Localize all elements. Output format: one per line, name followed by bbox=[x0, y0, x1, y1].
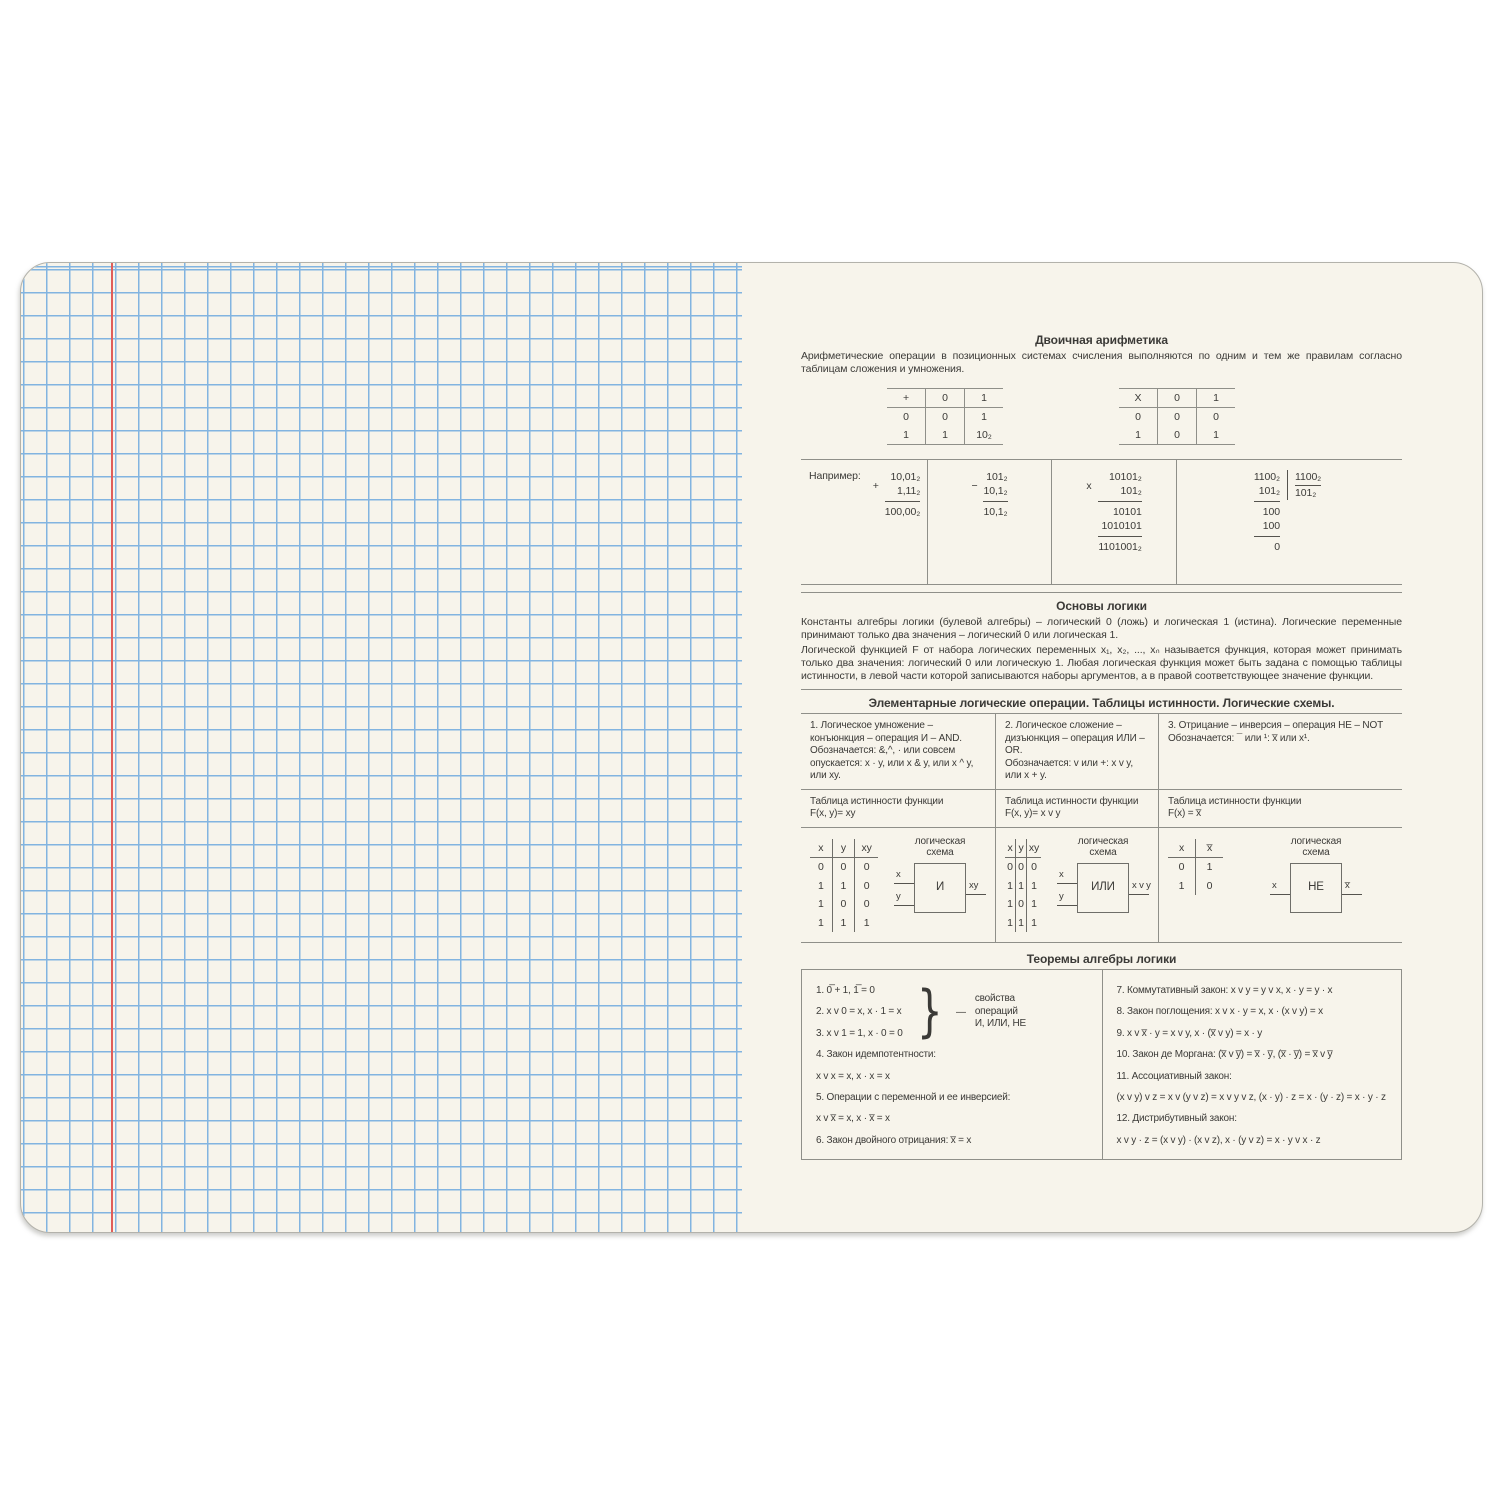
cell: 0 bbox=[832, 895, 855, 914]
text-line: Обозначается: ¯ или ¹: x̅ или x¹. bbox=[1168, 732, 1310, 744]
text-line: операций bbox=[974, 1005, 1018, 1017]
cell: 1 bbox=[1196, 858, 1224, 877]
text-line: схема bbox=[1089, 846, 1117, 858]
not-truth-and-scheme bbox=[1158, 827, 1402, 943]
theorem-line: (x v y) v z = x v (y v z) = x v y v z, (x · y) · z = x · (y · z) = x · y · z bbox=[1116, 1092, 1386, 1104]
brace-group bbox=[816, 980, 1092, 1044]
logic-basics-paragraph-2: Логической функцией F от набора логических переменных x₁, x₂, ..., xₙ называется функция, которая может принимать только два значения: логический 0 или логическую 1. Любая логическая функция может быть задана с помощью таблицы истинности, в левой части которой записываются наборы аргументов, а в правой соответствующее значение функции. bbox=[801, 644, 1402, 682]
theorem-line: x v x = x, x · x = x bbox=[816, 1070, 890, 1082]
cell: 1 bbox=[1007, 879, 1013, 892]
or-gate bbox=[1057, 863, 1149, 913]
and-description bbox=[801, 714, 995, 789]
cell: xy bbox=[855, 839, 878, 858]
cell: 0 bbox=[1016, 858, 1027, 877]
times-operator: x bbox=[1086, 480, 1092, 492]
text-line: F(x, y)= x v y bbox=[1005, 808, 1061, 819]
text-line: F(x) = x̅ bbox=[1168, 808, 1201, 819]
quotient: 101₂ bbox=[1295, 487, 1317, 499]
cell: 1 bbox=[832, 914, 855, 933]
examples-label: Например: bbox=[809, 470, 861, 482]
input-wire: x bbox=[894, 870, 914, 884]
cell: 0 bbox=[832, 858, 855, 877]
example-subtraction bbox=[928, 460, 1052, 584]
operand: 10101₂ bbox=[1109, 471, 1142, 483]
remainder-line bbox=[1254, 536, 1280, 537]
and-gate-box: И bbox=[914, 863, 966, 913]
gate-inputs bbox=[1270, 881, 1290, 895]
result: 10,1₂ bbox=[983, 506, 1008, 518]
theorems-title: Теоремы алгебры логики bbox=[1026, 952, 1177, 966]
not-truth-table bbox=[1168, 839, 1223, 896]
cell: 0 bbox=[1197, 408, 1236, 427]
operations-table bbox=[801, 713, 1402, 943]
operations-title: Элементарные логические операции. Таблицы истинности. Логические схемы. bbox=[868, 696, 1335, 710]
cell: 0 bbox=[817, 861, 824, 873]
text-line: 1. Логическое умножение – конъюнкция – операция И – AND. bbox=[810, 720, 962, 744]
binary-addition-table bbox=[887, 388, 1003, 445]
input-wire: x bbox=[1057, 870, 1077, 884]
remainder: 0 bbox=[1274, 541, 1280, 553]
step-line bbox=[1254, 501, 1280, 502]
cell: + bbox=[887, 389, 926, 408]
divisor-column bbox=[1287, 470, 1325, 500]
binary-tables-row bbox=[801, 388, 1402, 445]
text-line: И, ИЛИ, НЕ bbox=[974, 1018, 1026, 1030]
scheme-label bbox=[915, 836, 966, 858]
binary-examples-row bbox=[801, 459, 1402, 585]
cell: x bbox=[810, 839, 832, 858]
cell: 0 bbox=[1158, 426, 1197, 445]
diff-line bbox=[983, 501, 1007, 502]
cell: 0 bbox=[1007, 861, 1013, 873]
input-wire: y bbox=[894, 892, 914, 906]
theorem-line: 4. Закон идемпотентности: bbox=[816, 1049, 936, 1061]
minus-operator: − bbox=[971, 480, 978, 492]
not-gate bbox=[1270, 863, 1362, 913]
notebook-spread bbox=[20, 262, 1483, 1233]
theorem-line: 3. x v 1 = 1, x · 0 = 0 bbox=[816, 1027, 903, 1039]
reference-page bbox=[801, 327, 1402, 1160]
cell: x bbox=[1005, 839, 1016, 858]
logic-basics-title: Основы логики bbox=[1056, 599, 1147, 613]
text-line: Обозначается: v или +: x v y, или x + y. bbox=[1005, 757, 1134, 781]
and-logic-scheme bbox=[894, 836, 986, 913]
cell: 1 bbox=[817, 916, 824, 929]
not-truth-label bbox=[1158, 789, 1402, 827]
or-logic-scheme bbox=[1057, 836, 1149, 913]
red-margin-line bbox=[111, 263, 113, 1232]
brace-glyph: } bbox=[916, 979, 943, 1045]
input-wire: x bbox=[1270, 881, 1290, 895]
text-line: схема bbox=[926, 846, 954, 858]
cell: 1 bbox=[855, 914, 878, 933]
cell: X bbox=[1119, 389, 1158, 408]
cell: 1 bbox=[926, 426, 965, 445]
dividend: 1100₂ bbox=[1253, 471, 1280, 483]
theorem-line: 6. Закон двойного отрицания: x̅ = x bbox=[816, 1134, 972, 1146]
sum-line bbox=[885, 501, 921, 502]
or-truth-label bbox=[995, 789, 1158, 827]
example-multiplication bbox=[1052, 460, 1177, 584]
theorem-line: 12. Дистрибутивный закон: bbox=[1116, 1113, 1237, 1125]
operand: 10,1₂ bbox=[983, 485, 1008, 497]
not-logic-scheme bbox=[1239, 836, 1393, 913]
theorem-line: 7. Коммутативный закон: x v y = y v x, x · y = y · x bbox=[1116, 985, 1333, 996]
text-line: Таблица истинности функции bbox=[810, 795, 944, 807]
operand: 101₂ bbox=[1120, 485, 1142, 497]
theorem-group-items bbox=[816, 980, 903, 1044]
or-truth-and-scheme bbox=[995, 827, 1158, 943]
and-truth-label bbox=[801, 789, 995, 827]
theorem-line: 9. x v x̅ · y = x v y, x · (x̅ v y) = x · y bbox=[1116, 1027, 1263, 1039]
text-line: Обозначается: &,^, · или совсем опускается: x · y, или x & y, или x ^ y, или xy. bbox=[810, 745, 974, 781]
cell: 1 bbox=[1135, 428, 1141, 441]
gate-inputs bbox=[894, 870, 914, 906]
cell: y bbox=[832, 839, 855, 858]
text-line: логическая bbox=[1290, 835, 1342, 847]
cell: 10₂ bbox=[965, 426, 1004, 445]
cell: 1 bbox=[1197, 426, 1236, 445]
text-line: Таблица истинности функции bbox=[1168, 795, 1302, 807]
cell: 1 bbox=[1178, 879, 1185, 892]
cell: 1 bbox=[1027, 895, 1042, 914]
operand: 10,01₂ bbox=[890, 471, 921, 483]
or-truth-table bbox=[1005, 839, 1041, 933]
multiplication-stack bbox=[1086, 470, 1141, 584]
theorem-line: 8. Закон поглощения: x v x · y = x, x · (x v y) = x bbox=[1116, 1006, 1323, 1018]
scheme-label bbox=[1291, 836, 1342, 858]
text-line: логическая bbox=[1077, 835, 1129, 847]
cell: 0 bbox=[855, 895, 878, 914]
cell: x̅ bbox=[1196, 839, 1224, 858]
theorem-line: 2. x v 0 = x, x · 1 = x bbox=[816, 1006, 902, 1018]
binary-multiplication-table bbox=[1119, 388, 1235, 445]
partial-line bbox=[1098, 501, 1141, 502]
and-gate bbox=[894, 863, 986, 913]
cell: y bbox=[1016, 839, 1027, 858]
operand: 1,11₂ bbox=[897, 485, 921, 497]
theorem-line: x v y · z = (x v y) · (x v z), x · (y v z) = x · y v x · z bbox=[1116, 1134, 1321, 1146]
divisor: 1100₂ bbox=[1295, 470, 1321, 486]
product-line bbox=[1098, 536, 1141, 537]
theorems-box bbox=[801, 969, 1402, 1160]
text-line: схема bbox=[1302, 846, 1330, 858]
binary-arithmetic-title: Двоичная арифметика bbox=[1035, 333, 1168, 347]
dash-glyph: — bbox=[956, 1006, 966, 1018]
and-truth-and-scheme bbox=[801, 827, 995, 943]
step: 100 bbox=[1262, 520, 1280, 532]
subtraction-stack bbox=[971, 470, 1007, 584]
cell: 1 bbox=[1197, 389, 1236, 408]
grid-page bbox=[21, 263, 742, 1232]
not-gate-box: НЕ bbox=[1290, 863, 1342, 913]
example-addition bbox=[801, 460, 928, 584]
not-description bbox=[1158, 714, 1402, 789]
cell: x bbox=[1168, 839, 1196, 858]
cell: 0 bbox=[1135, 410, 1141, 423]
dividend-column bbox=[1254, 470, 1287, 554]
scheme-label bbox=[1078, 836, 1129, 858]
theorems-right-column bbox=[1102, 970, 1402, 1159]
cell: xy bbox=[1027, 839, 1042, 858]
cell: 0 bbox=[855, 877, 878, 896]
theorem-line: x v x̅ = x, x · x̅ = x bbox=[816, 1113, 890, 1125]
section-divider bbox=[801, 689, 1402, 690]
result: 100,00₂ bbox=[884, 506, 921, 518]
cell: 1 bbox=[1016, 877, 1027, 896]
subtrahend: 101₂ bbox=[1258, 485, 1280, 497]
output-wire: xy bbox=[966, 881, 986, 895]
binary-intro: Арифметические операции в позиционных системах счисления выполняются по одним и тем же правилам согласно таблицам сложения и умножения. bbox=[801, 350, 1402, 375]
text-line: логическая bbox=[914, 835, 966, 847]
logic-basics-paragraph-1: Константы алгебры логики (булевой алгебры) – логический 0 (ложь) и логическая 1 (истина). Логические переменные принимают только два значения – логический 0 или логическая 1. bbox=[801, 616, 1402, 641]
cell: 1 bbox=[1027, 877, 1042, 896]
or-description bbox=[995, 714, 1158, 789]
partial-product: 1010101 bbox=[1101, 520, 1142, 532]
result: 1101001₂ bbox=[1098, 541, 1142, 553]
cell: 1 bbox=[903, 428, 909, 441]
cell: 0 bbox=[1196, 877, 1224, 896]
theorem-line: 11. Ассоциативный закон: bbox=[1116, 1070, 1232, 1082]
theorem-line: 5. Операции с переменной и ее инверсией: bbox=[816, 1092, 1011, 1104]
example-division bbox=[1177, 460, 1402, 584]
text-line: Таблица истинности функции bbox=[1005, 795, 1139, 807]
cell: 0 bbox=[1158, 408, 1197, 427]
brace-note bbox=[975, 993, 1026, 1031]
text-line: свойства bbox=[974, 993, 1015, 1005]
cell: 1 bbox=[1027, 914, 1042, 933]
plus-operator: + bbox=[872, 480, 879, 492]
input-wire: y bbox=[1057, 892, 1077, 906]
operand: 101₂ bbox=[986, 471, 1008, 483]
addition-stack bbox=[873, 470, 921, 584]
or-gate-box: ИЛИ bbox=[1077, 863, 1129, 913]
cell: 0 bbox=[855, 858, 878, 877]
partial-product: 10101 bbox=[1112, 506, 1142, 518]
cell: 1 bbox=[817, 879, 824, 892]
cell: 0 bbox=[1178, 861, 1185, 873]
output-wire: x̅ bbox=[1342, 881, 1362, 895]
cell: 1 bbox=[1007, 898, 1013, 910]
division-layout bbox=[1254, 470, 1325, 584]
cell: 0 bbox=[926, 408, 965, 427]
cell: 1 bbox=[965, 408, 1004, 427]
cell: 1 bbox=[817, 898, 824, 910]
cell: 1 bbox=[965, 389, 1004, 408]
cell: 0 bbox=[1027, 858, 1042, 877]
cell: 0 bbox=[926, 389, 965, 408]
gate-inputs bbox=[1057, 870, 1077, 906]
cell: 1 bbox=[1016, 914, 1027, 933]
cell: 0 bbox=[1016, 895, 1027, 914]
step: 100 bbox=[1262, 506, 1280, 518]
text-line: F(x, y)= xy bbox=[810, 808, 856, 819]
cell: 0 bbox=[903, 410, 909, 423]
and-truth-table bbox=[810, 839, 878, 933]
cell: 1 bbox=[1007, 916, 1013, 929]
theorem-line: 10. Закон де Моргана: (x̅ v y̅) = x̅ · y̅, (x̅ · y̅) = x̅ v y̅ bbox=[1116, 1049, 1333, 1061]
section-divider bbox=[801, 592, 1402, 593]
theorems-left-column bbox=[802, 970, 1102, 1159]
cell: 1 bbox=[832, 877, 855, 896]
text-line: 3. Отрицание – инверсия – операция НЕ – NOT bbox=[1168, 720, 1384, 731]
text-line: 2. Логическое сложение – дизъюнкция – операция ИЛИ – OR. bbox=[1005, 720, 1145, 756]
cell: 0 bbox=[1158, 389, 1197, 408]
theorem-line: 1. 0̅ + 1, 1̅ = 0 bbox=[816, 985, 875, 996]
output-wire: x v y bbox=[1129, 881, 1149, 895]
